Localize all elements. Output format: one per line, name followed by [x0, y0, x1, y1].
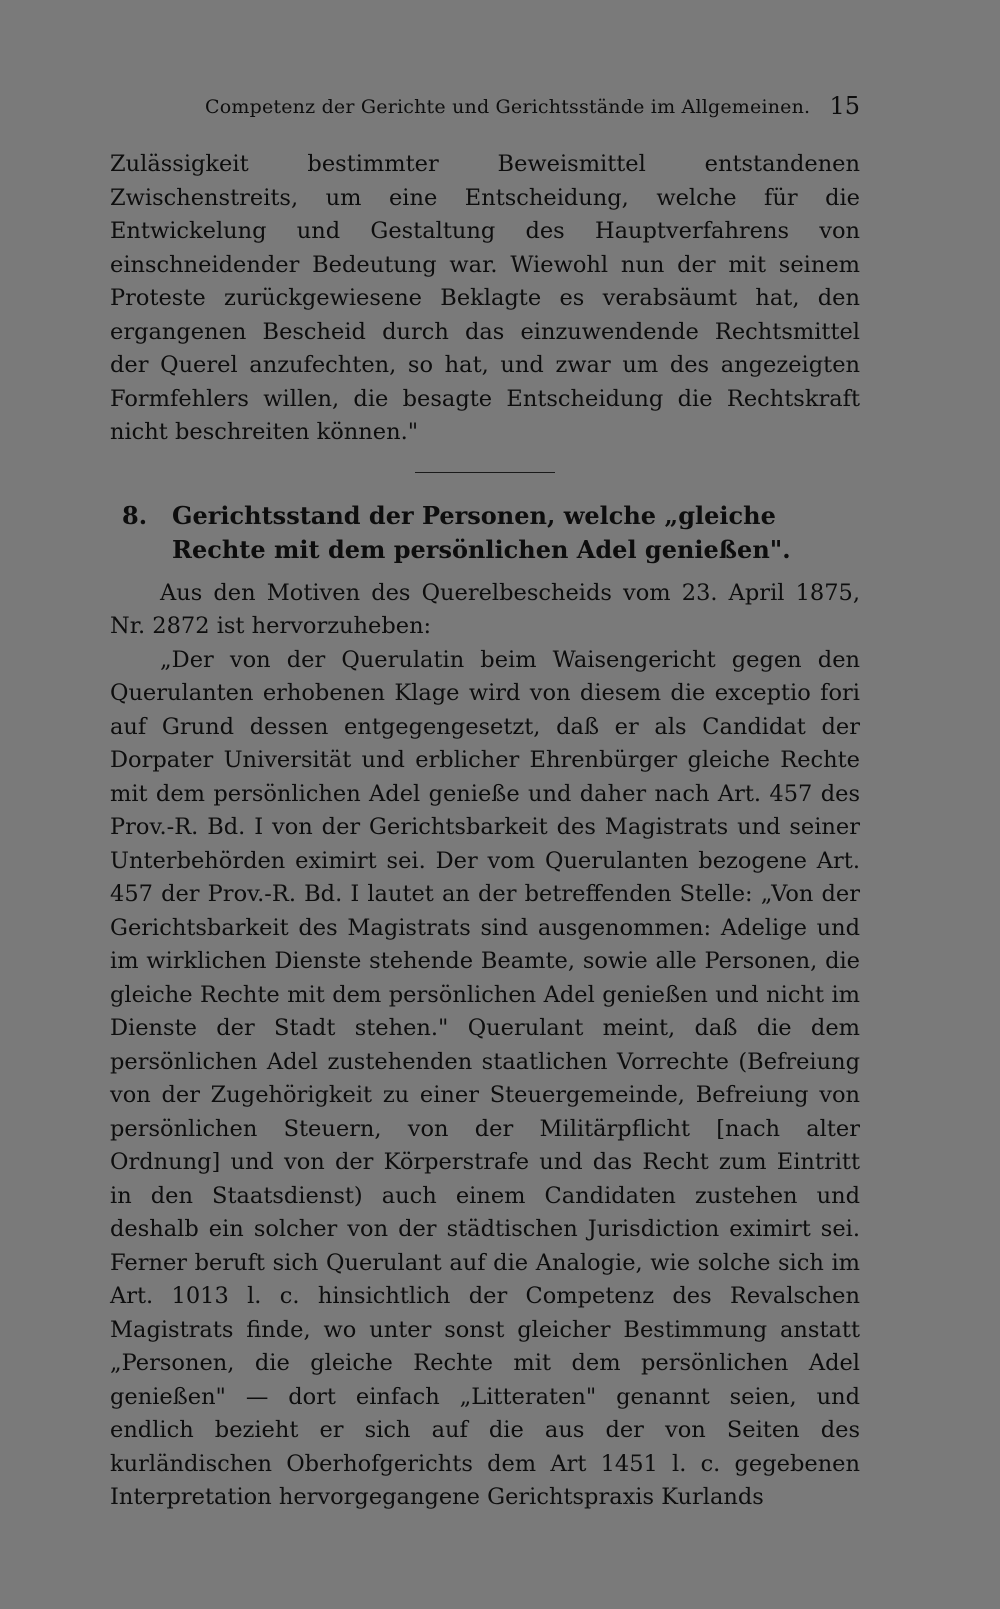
- page-body: [110, 148, 860, 1515]
- section-divider: [415, 472, 555, 473]
- running-head: [110, 88, 860, 128]
- page-number: 15: [829, 92, 860, 120]
- continued-paragraph: Zulässigkeit bestimmter Beweismittel entstandenen Zwischenstreits, um eine Entscheidung, welche für die Entwickelung und Gestaltung des Hauptverfahrens von einschneidender Bedeutung war. Wiewohl nun der mit seinem Proteste zurückgewiesene Beklagte es verabsäumt hat, den ergangenen Bescheid durch das einzuwendende Rechtsmittel der Querel anzufechten, so hat, und zwar um des angezeigten Formfehlers willen, die besagte Entscheidung die Rechtskraft nicht beschreiten können.": [110, 151, 860, 445]
- quoted-paragraph: „Der von der Querulatin beim Waisengericht gegen den Querulanten erhobenen Klage wird von diesem die exceptio fori auf Grund dessen entgegengesetzt, daß er als Candidat der Dorpater Universität und erblicher Ehrenbürger gleiche Rechte mit dem persönlichen Adel genieße und daher nach Art. 457 des Prov.-R. Bd. I von der Gerichtsbarkeit des Magistrats und seiner Unterbehörden eximirt sei. Der vom Querulanten bezogene Art. 457 der Prov.-R. Bd. I lautet an der betreffenden Stelle: „Von der Gerichtsbarkeit des Magistrats sind ausgenommen: Adelige und im wirklichen Dienste stehende Beamte, sowie alle Personen, die gleiche Rechte mit dem persönlichen Adel genießen und nicht im Dienste der Stadt stehen." Querulant meint, daß die dem persönlichen Adel zustehenden staatlichen Vorrechte (Befreiung von der Zugehörigkeit zu einer Steuergemeinde, Befreiung von persönlichen Steuern, von der Militärpflicht [nach alter Ordnung] und von der Körperstrafe und das Recht zum Eintritt in den Staatsdienst) auch einem Candidaten zustehen und deshalb ein solcher von der städtischen Jurisdiction eximirt sei. Ferner beruft sich Querulant auf die Analogie, wie solche sich im Art. 1013 l. c. hinsichtlich der Competenz des Revalschen Magistrats finde, wo unter sonst gleicher Bestimmung anstatt „Personen, die gleiche Rechte mit dem persönlichen Adel genießen" — dort einfach „Litteraten" genannt seien, und endlich bezieht er sich auf die aus der von Seiten des kurländischen Oberhofgerichts dem Art 1451 l. c. gegebenen Interpretation hervorgegangene Gerichtspraxis Kurlands: [110, 646, 860, 1510]
- section-number: 8.: [122, 500, 148, 530]
- section-title: Gerichtsstand der Personen, welche „gleiche Rechte mit dem persönlichen Adel genießen".: [172, 500, 791, 564]
- running-head-title: Competenz der Gerichte und Gerichtsstände im Allgemeinen.: [205, 96, 811, 118]
- section-intro-paragraph: Aus den Motiven des Querelbescheids vom 23. April 1875, Nr. 2872 ist hervorzuheben:: [110, 579, 860, 639]
- section-heading: [110, 499, 860, 567]
